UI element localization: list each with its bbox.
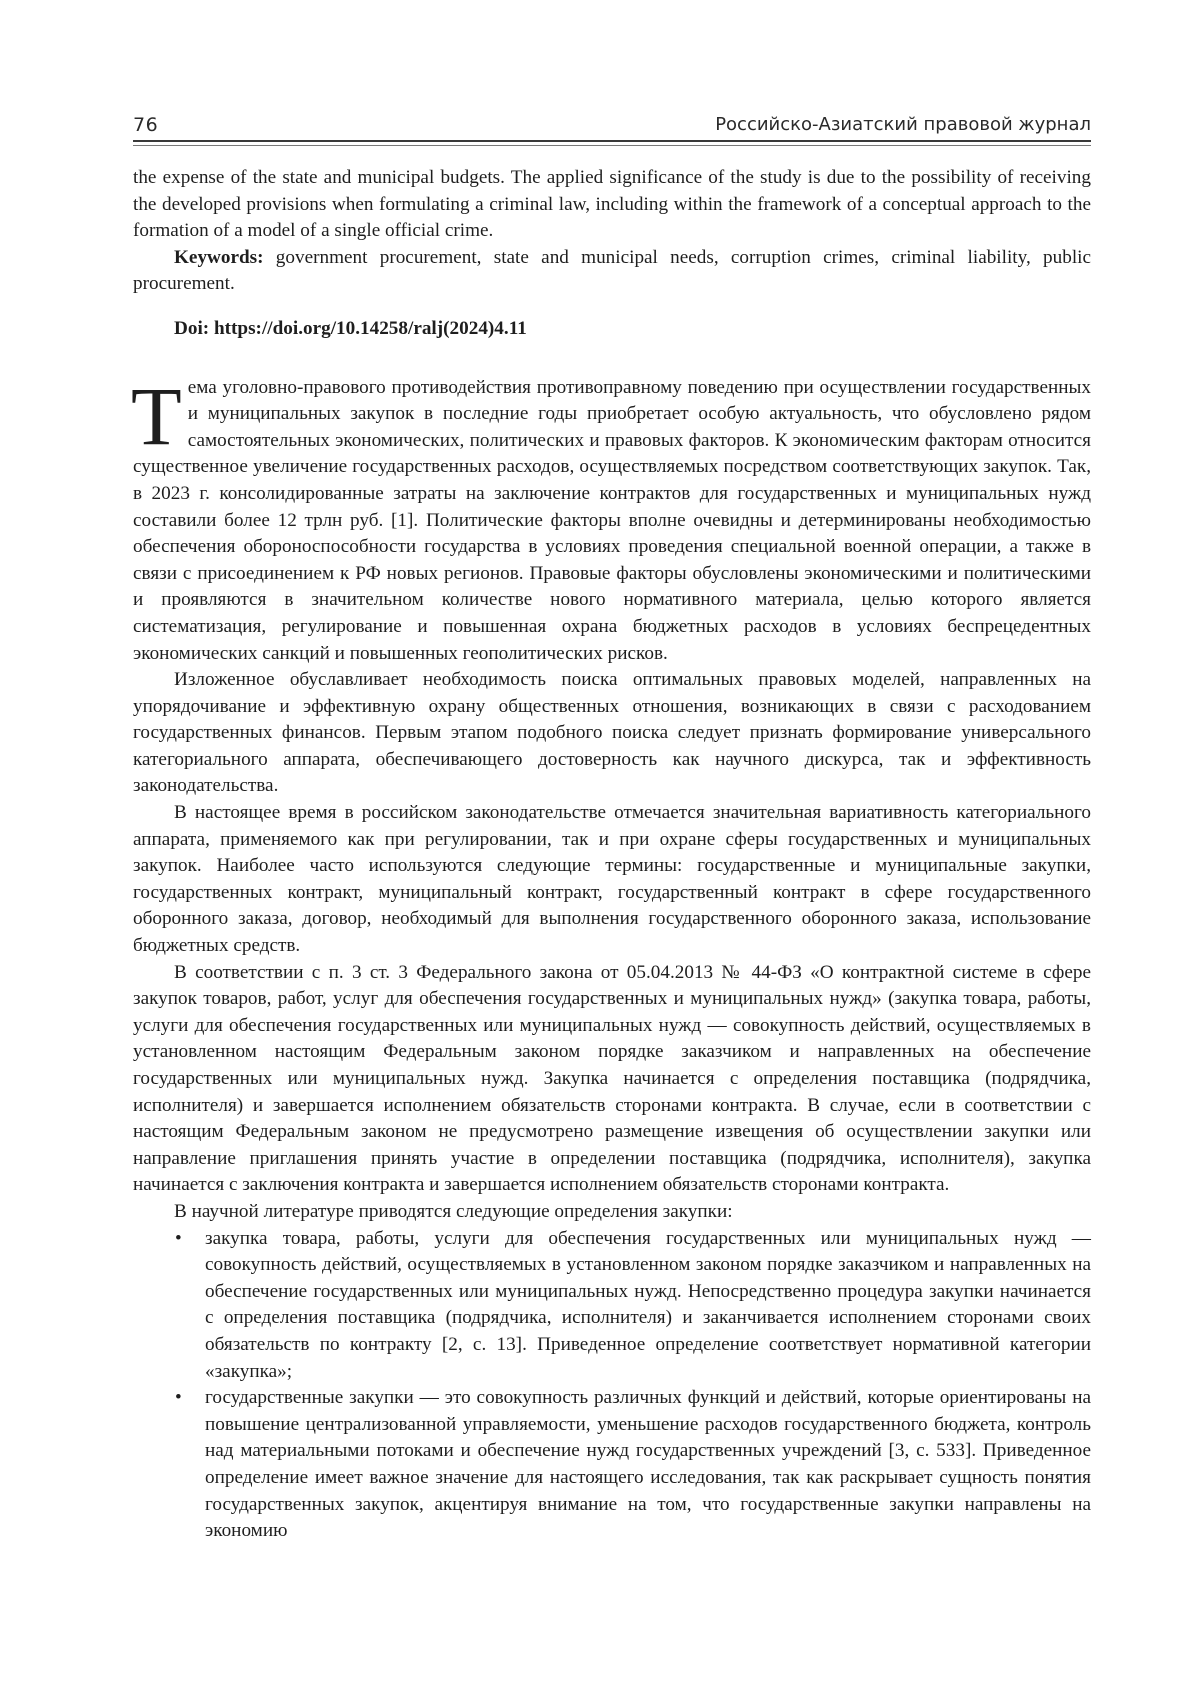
doi-line: Doi: https://doi.org/10.14258/ralj(2024)4.11 xyxy=(174,317,527,339)
paragraph: В настоящее время в российском законодательстве отмечается значительная вариативность категориального аппарата, применяемого как при регулировании, так и при охране сферы государственных и муниципальных закупок. Наиболее часто используются следующие термины: государственные и муниципальные закупки, государственных контракт, муниципальный контракт, государственный контракт в сфере государственного оборонного заказа, договор, необходимый для выполнения государственного оборонного заказа, использование бюджетных средств. xyxy=(133,802,1091,957)
drop-cap: Т xyxy=(131,369,182,462)
list-item-text: государственные закупки — это совокупность различных функций и действий, которые ориентированы на повышение централизованной управляемости, уменьшение расходов государственного бюджета, контроль над материальными потоками и обеспечение нужд государственных учреждений [3, с. 533]. Приведенное определение имеет важное значение для настоящего исследования, так как раскрывает сущность понятия государственных закупок, акцентируя внимание на том, что государственные закупки направлены на экономию xyxy=(205,1387,1091,1542)
keywords-label: Keywords: xyxy=(174,246,264,268)
list-item-text: закупка товара, работы, услуги для обеспечения государственных или муниципальных нужд — совокупность действий, осуществляемых в установленном законом порядке заказчиком и направленных на обеспечение государственных или муниципальных нужд. Непосредственно процедура закупки начинается с определения поставщика (подрядчика, исполнителя) и заканчивается исполнением сторонами своих обязательств по контракту [2, с. 13]. Приведенное определение соответствует нормативной категории «закупка»; xyxy=(205,1227,1091,1382)
paragraph-intro-text: ема уголовно-правового противодействия противоправному поведению при осуществлении государственных и муниципальных закупок в последние годы приобретает особую актуальность, что обусловлено рядом самостоятельных экономических, политических и правовых факторов. К экономическим факторам относится существенное увеличение государственных расходов, осуществляемых посредством соответствующих закупок. Так, в 2023 г. консолидированные затраты на заключение контрактов для государственных и муниципальных нужд составили более 12 трлн руб. [1]. Политические факторы вполне очевидны и детерминированы необходимостью обеспечения обороноспособности государства в условиях проведения специальной военной операции, а также в связи с присоединением к РФ новых регионов. Правовые факторы обусловлены экономическими и политическими и проявляются в значительном количестве нового нормативного материала, целью которого является систематизация, регулирование и повышенная охрана бюджетных расходов в условиях беспрецедентных экономических санкций и повышенных геополитических рисков. xyxy=(133,376,1091,664)
page-number: 76 xyxy=(133,114,159,136)
bullet-icon: • xyxy=(175,1227,182,1249)
list-item xyxy=(175,1385,1091,1545)
main-text xyxy=(131,369,1091,1545)
paragraph: В научной литературе приводятся следующие определения закупки: xyxy=(174,1200,733,1222)
header-rule xyxy=(133,140,1091,142)
bullet-icon: • xyxy=(175,1387,182,1409)
keywords-text: government procurement, state and municipal needs, corruption crimes, criminal liability, public procurement. xyxy=(133,246,1091,295)
paragraph: В соответствии с п. 3 ст. 3 Федерального закона от 05.04.2013 № 44-ФЗ «О контрактной системе в сфере закупок товаров, работ, услуг для обеспечения государственных и муниципальных нужд» (закупка товара, работы, услуги для обеспечения государственных или муниципальных нужд — совокупность действий, осуществляемых в установленном настоящим Федеральным законом порядке заказчиком и направленных на обеспечение государственных или муниципальных нужд. Закупка начинается с определения поставщика (подрядчика, исполнителя) и завершается исполнением обязательств сторонами контракта. В случае, если в соответствии с настоящим Федеральным законом не предусмотрено размещение извещения об осуществлении закупки или направление приглашения принять участие в определении поставщика (подрядчика, исполнителя), закупка начинается с заключения контракта и завершается исполнением обязательств сторонами контракта. xyxy=(133,961,1091,1196)
journal-title: Российско-Азиатский правовой журнал xyxy=(715,114,1091,135)
header-rule-thin xyxy=(133,145,1091,146)
paragraph-intro xyxy=(131,369,1091,668)
paragraph: Изложенное обуславливает необходимость поиска оптимальных правовых моделей, направленных на упорядочивание и эффективную охрану общественных отношения, возникающих в связи с расходованием государственных финансов. Первым этапом подобного поиска следует признать формирование универсального категориального аппарата, обеспечивающего достоверность как научного дискурса, так и эффективность законодательства. xyxy=(133,669,1091,797)
keywords xyxy=(133,245,1091,298)
list-item xyxy=(175,1226,1091,1386)
definitions-list xyxy=(133,1226,1091,1545)
abstract-tail: the expense of the state and municipal budgets. The applied significance of the study is due to the possibility of receiving the developed provisions when formulating a criminal law, including within the framework of a conceptual approach to the formation of a model of a single official crime. xyxy=(133,167,1091,242)
article-content xyxy=(133,165,1091,1545)
